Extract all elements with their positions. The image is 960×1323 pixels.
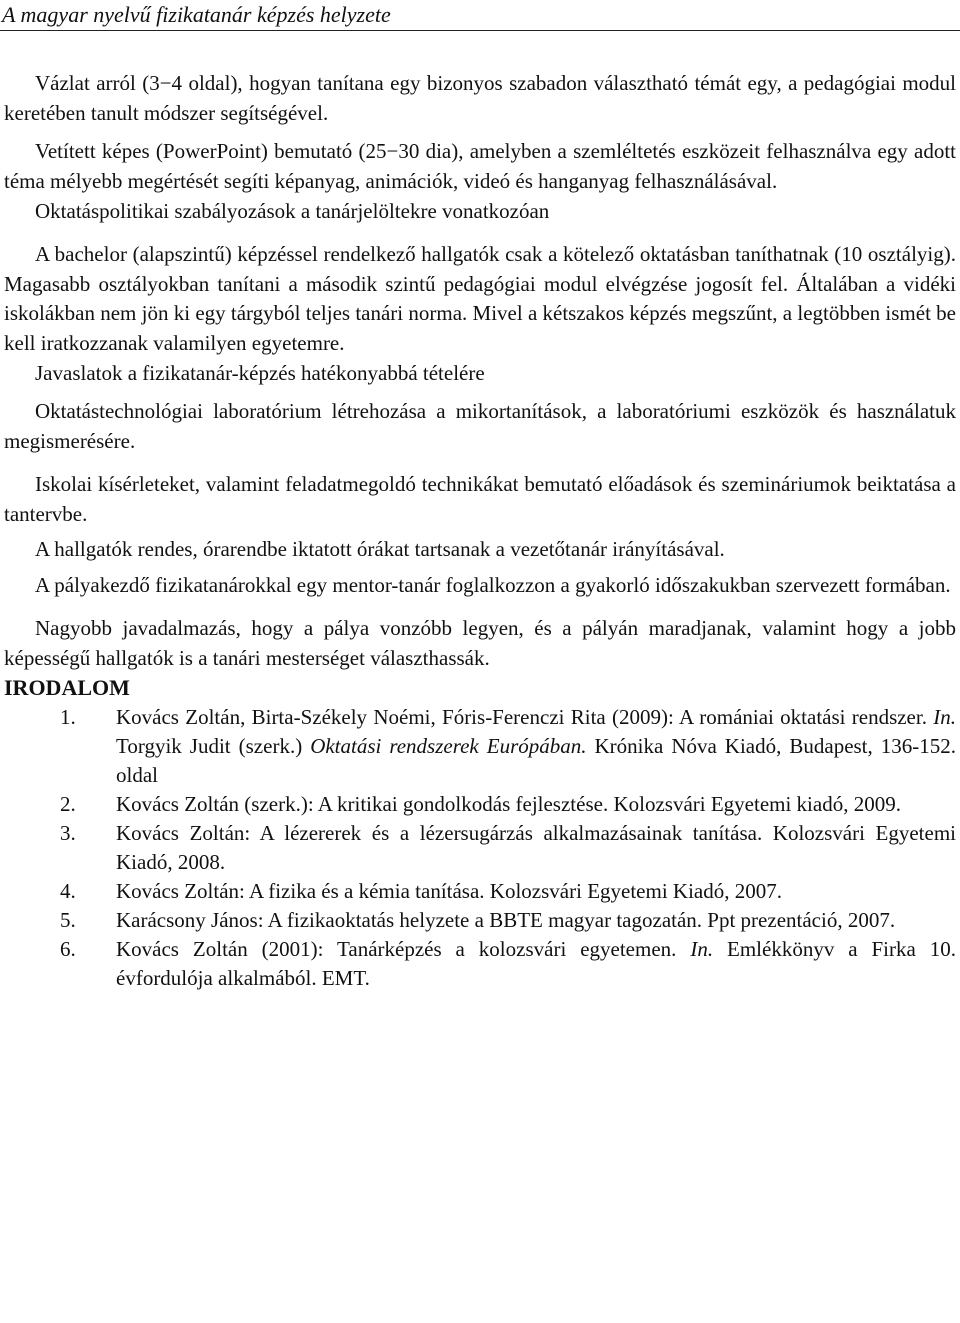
- reference-text: Kovács Zoltán (2001): Tanárképzés a kolozsvári egyetemen.: [116, 937, 691, 961]
- reference-publisher: Krónika Nóva Kiadó, Budapest, 136-152. oldal: [116, 734, 957, 787]
- header-divider: [0, 30, 960, 31]
- bibliography-number: 2.: [60, 792, 76, 816]
- paragraph-proposal-classes: A hallgatók rendes, órarendbe iktatott órákat tartsanak a vezetőtanár irányításával.: [35, 537, 725, 561]
- bibliography-number: 1.: [60, 705, 76, 729]
- reference-text: Karácsony János: A fizikaoktatás helyzete a BBTE magyar tagozatán. Ppt prezentáció, 2007.: [116, 908, 896, 932]
- paragraph-powerpoint-presentation: Vetített képes (PowerPoint) bemutató (25−30 dia), amelyben a szemléltetés eszközeit felhasználva egy adott téma mélyebb megértését segíti képanyag, animációk, videó és hanganyag felhasználásával.: [4, 139, 956, 193]
- bibliography-item: [4, 703, 956, 790]
- reference-text: Kovács Zoltán: A lézererek és a lézersugárzás alkalmazásainak tanítása. Kolozsvári Egyetemi Kiadó, 2008.: [116, 821, 956, 874]
- section-heading-education-policy: Oktatáspolitikai szabályozások a tanárjelöltekre vonatkozóan: [35, 199, 550, 223]
- reference-in: In.: [690, 937, 714, 961]
- bibliography-item: [4, 935, 956, 993]
- page-header: [0, 0, 960, 32]
- paragraph-proposal-salary: Nagyobb javadalmazás, hogy a pálya vonzóbb legyen, és a pályán maradjanak, valamint hogy a jobb képességű hallgatók is a tanári mesterséget választhassák.: [4, 616, 956, 670]
- bibliography-heading: IRODALOM: [4, 675, 130, 700]
- reference-remainder: Emlékkönyv a Firka 10. évfordulója alkalmából. EMT.: [116, 937, 957, 990]
- reference-text: Kovács Zoltán, Birta-Székely Noémi, Fóris-Ferenczi Rita (2009): A romániai oktatási rendszer.: [116, 705, 934, 729]
- paragraph-draft-outline: Vázlat arról (3−4 oldal), hogyan tanítana egy bizonyos szabadon választható témát egy, a pedagógiai modul keretében tanult módszer segítségével.: [4, 71, 956, 125]
- bibliography-list: [4, 703, 956, 993]
- bibliography-number: 3.: [60, 821, 76, 845]
- bibliography-item: [4, 906, 956, 935]
- paragraph-proposal-experiments: Iskolai kísérleteket, valamint feladatmegoldó technikákat bemutató előadások és szemináriumok beiktatása a tantervbe.: [4, 472, 956, 526]
- reference-editor: Torgyik Judit (szerk.): [116, 734, 311, 758]
- bibliography-item: [4, 877, 956, 906]
- paragraph-bachelor-regulations: A bachelor (alapszintű) képzéssel rendelkező hallgatók csak a kötelező oktatásban taníthatnak (10 osztályig). Magasabb osztályokban tanítani a második szintű pedagógiai modul elvégzése jogosít fel. Általában a vidéki iskolákban nem jön ki egy tárgyból teljes tanári norma. Mivel a kétszakos képzés megszűnt, a legtöbben ismét be kell iratkozzanak valamilyen egyetemre.: [4, 242, 956, 355]
- section-heading-proposals: Javaslatok a fizikatanár-képzés hatékonyabbá tételére: [35, 361, 485, 385]
- bibliography-item: [4, 819, 956, 877]
- bibliography-number: 5.: [60, 908, 76, 932]
- bibliography-item: [4, 790, 956, 819]
- reference-text: Kovács Zoltán (szerk.): A kritikai gondolkodás fejlesztése. Kolozsvári Egyetemi kiadó, 2009.: [116, 792, 901, 816]
- running-title: A magyar nyelvű fizikatanár képzés helyzete: [2, 2, 391, 27]
- bibliography-number: 6.: [60, 937, 76, 961]
- reference-book-title: Oktatási rendszerek Európában.: [310, 734, 587, 758]
- reference-in: In.: [933, 705, 956, 729]
- reference-text: Kovács Zoltán: A fizika és a kémia tanítása. Kolozsvári Egyetemi Kiadó, 2007.: [116, 879, 782, 903]
- bibliography-number: 4.: [60, 879, 76, 903]
- document-body: [4, 69, 956, 993]
- paragraph-proposal-lab: Oktatástechnológiai laboratórium létrehozása a mikortanítások, a laboratóriumi eszközök és használatuk megismerésére.: [4, 399, 956, 453]
- paragraph-proposal-mentor: A pályakezdő fizikatanárokkal egy mentor-tanár foglalkozzon a gyakorló időszakukban szervezett formában.: [35, 572, 951, 597]
